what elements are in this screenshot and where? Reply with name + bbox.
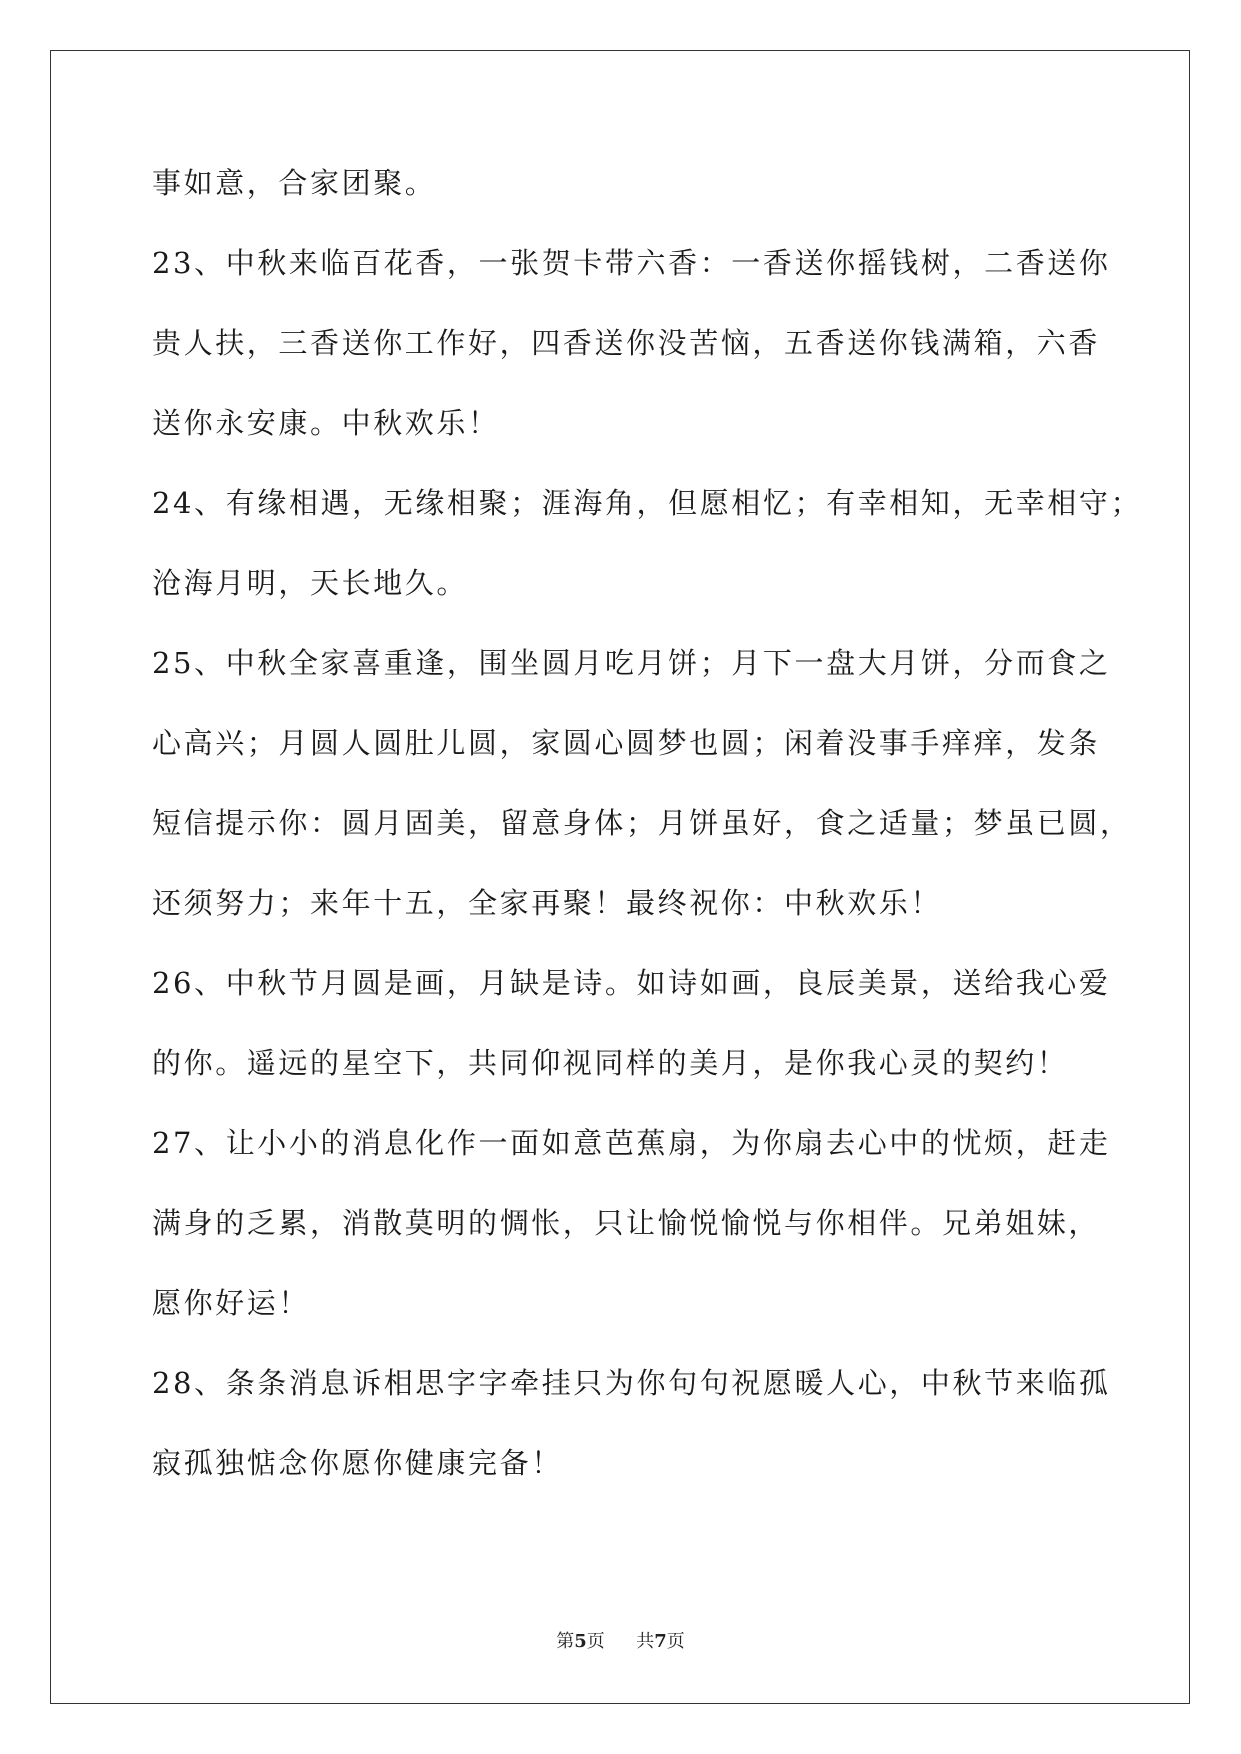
page-current: 5 [574, 1631, 587, 1652]
page-footer [0, 1630, 1241, 1654]
page-suffix: 页 [586, 1631, 605, 1652]
text-line: 23、中秋来临百花香，一张贺卡带六香：一香送你摇钱树，二香送你 [152, 246, 1111, 280]
text-line: 心高兴；月圆人圆肚儿圆，家圆心圆梦也圆；闲着没事手痒痒，发条 [152, 726, 1101, 760]
text-line: 24、有缘相遇，无缘相聚；涯海角，但愿相忆；有幸相知，无幸相守； [152, 486, 1143, 520]
page-total: 7 [654, 1631, 667, 1652]
page-indicator [556, 1630, 605, 1654]
text-line: 27、让小小的消息化作一面如意芭蕉扇，为你扇去心中的忧烦，赶走 [152, 1126, 1111, 1160]
text-line: 26、中秋节月圆是画，月缺是诗。如诗如画，良辰美景，送给我心爱 [152, 966, 1111, 1000]
text-line: 短信提示你：圆月固美，留意身体；月饼虽好，食之适量；梦虽已圆， [152, 806, 1132, 840]
page-prefix: 第 [556, 1631, 575, 1652]
text-line: 愿你好运！ [152, 1286, 311, 1320]
text-line: 还须努力；来年十五，全家再聚！最终祝你：中秋欢乐！ [152, 886, 943, 920]
text-line: 沧海月明，天长地久。 [152, 566, 469, 600]
text-line: 的你。遥远的星空下，共同仰视同样的美月，是你我心灵的契约！ [152, 1046, 1069, 1080]
total-prefix: 共 [636, 1631, 655, 1652]
text-line: 送你永安康。中秋欢乐！ [152, 406, 500, 440]
text-line: 满身的乏累，消散莫明的惆怅，只让愉悦愉悦与你相伴。兄弟姐妹， [152, 1206, 1101, 1240]
text-line: 28、条条消息诉相思字字牵挂只为你句句祝愿暖人心，中秋节来临孤 [152, 1366, 1111, 1400]
text-line: 25、中秋全家喜重逢，围坐圆月吃月饼；月下一盘大月饼，分而食之 [152, 646, 1111, 680]
total-suffix: 页 [666, 1631, 685, 1652]
page-total-indicator [636, 1630, 685, 1654]
text-line: 贵人扶，三香送你工作好，四香送你没苦恼，五香送你钱满箱，六香 [152, 326, 1101, 360]
text-line: 事如意，合家团聚。 [152, 166, 437, 200]
text-line: 寂孤独惦念你愿你健康完备！ [152, 1446, 563, 1480]
